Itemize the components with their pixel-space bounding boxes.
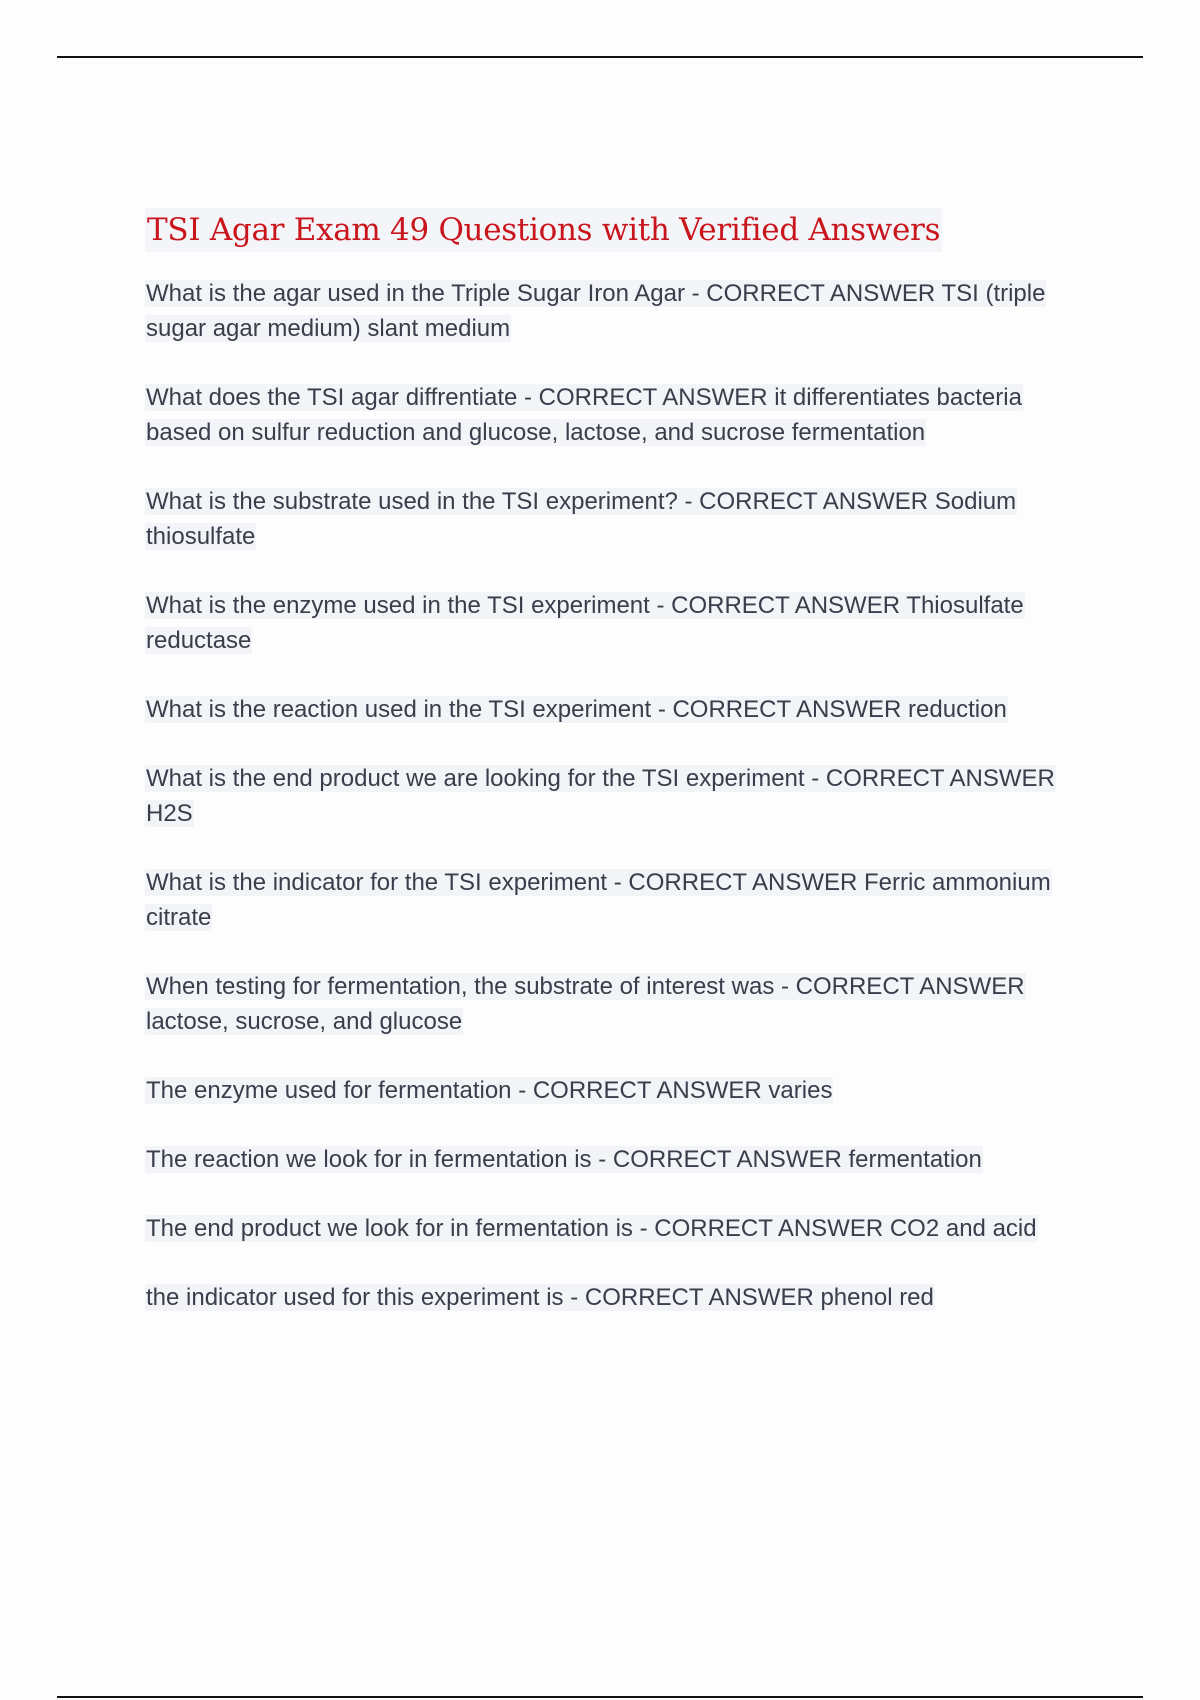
- qa-text: What is the indicator for the TSI experiment - CORRECT ANSWER Ferric ammonium citrate: [146, 869, 1051, 931]
- qa-text: the indicator used for this experiment is - CORRECT ANSWER phenol red: [146, 1284, 934, 1311]
- header-rule: [57, 56, 1143, 58]
- qa-item: [145, 692, 1085, 727]
- qa-item: [145, 1073, 1085, 1108]
- document-content: [145, 208, 1085, 1349]
- qa-item: [145, 1211, 1085, 1246]
- qa-list: [145, 276, 1085, 1315]
- qa-item: [145, 588, 1085, 658]
- qa-text: The reaction we look for in fermentation is - CORRECT ANSWER fermentation: [146, 1146, 982, 1173]
- qa-item: [145, 1142, 1085, 1177]
- qa-text: What is the end product we are looking for the TSI experiment - CORRECT ANSWER H2S: [146, 765, 1055, 827]
- qa-text: What is the enzyme used in the TSI experiment - CORRECT ANSWER Thiosulfate reductase: [146, 592, 1024, 654]
- qa-text: What is the reaction used in the TSI experiment - CORRECT ANSWER reduction: [146, 696, 1007, 723]
- qa-text: The enzyme used for fermentation - CORRECT ANSWER varies: [146, 1077, 833, 1104]
- qa-item: [145, 865, 1085, 935]
- document-title: TSI Agar Exam 49 Questions with Verified Answers: [145, 208, 942, 252]
- qa-item: [145, 1280, 1085, 1315]
- qa-text: What is the agar used in the Triple Sugar Iron Agar - CORRECT ANSWER TSI (triple sugar agar medium) slant medium: [146, 280, 1046, 342]
- qa-text: When testing for fermentation, the substrate of interest was - CORRECT ANSWER lactose, sucrose, and glucose: [146, 973, 1025, 1035]
- footer-rule: [57, 1696, 1143, 1698]
- qa-text: The end product we look for in fermentation is - CORRECT ANSWER CO2 and acid: [146, 1215, 1037, 1242]
- qa-item: [145, 484, 1085, 554]
- qa-text: What is the substrate used in the TSI experiment? - CORRECT ANSWER Sodium thiosulfate: [146, 488, 1017, 550]
- qa-item: [145, 761, 1085, 831]
- qa-item: [145, 969, 1085, 1039]
- qa-item: [145, 380, 1085, 450]
- qa-text: What does the TSI agar diffrentiate - CORRECT ANSWER it differentiates bacteria based on sulfur reduction and glucose, lactose, and sucrose fermentation: [146, 384, 1022, 446]
- qa-item: [145, 276, 1085, 346]
